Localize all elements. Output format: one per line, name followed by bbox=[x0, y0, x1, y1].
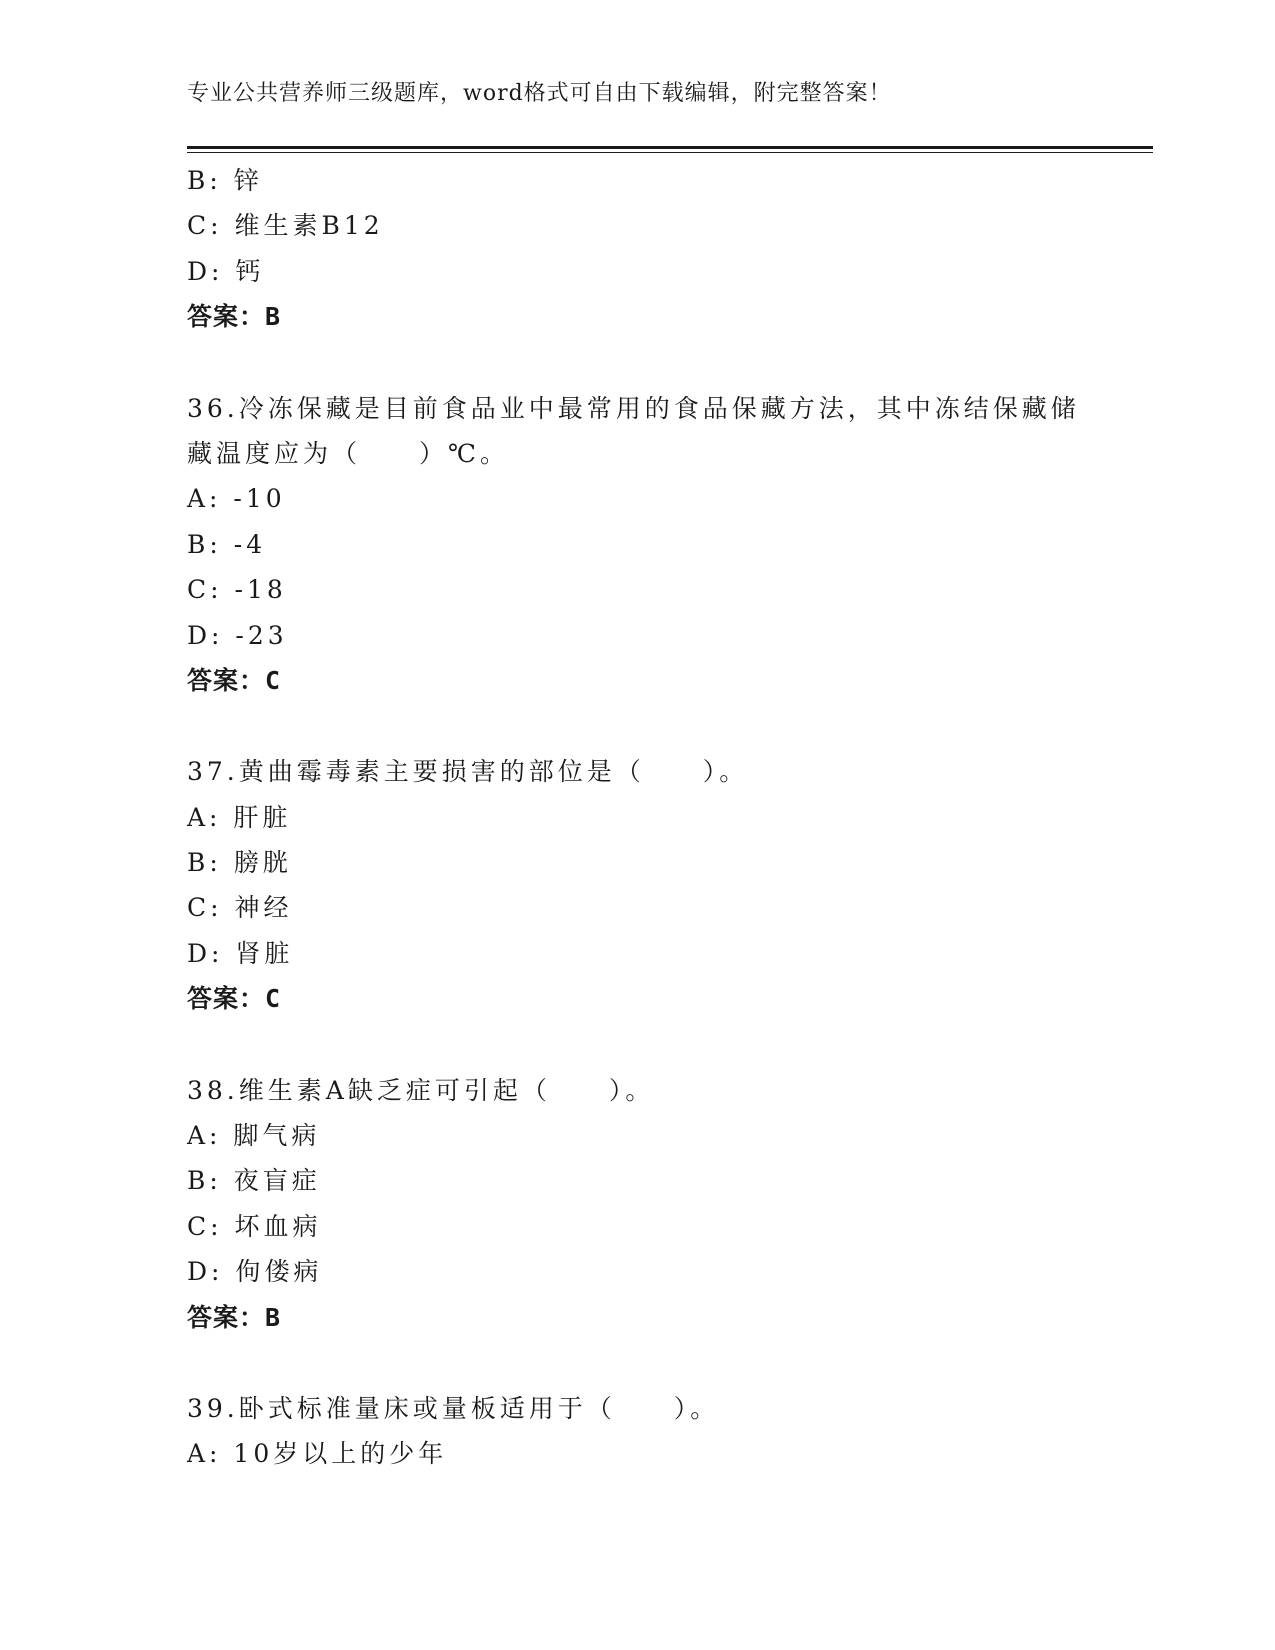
option-line: A: 肝脏 bbox=[187, 802, 292, 832]
option-line: A: 10岁以上的少年 bbox=[187, 1439, 448, 1469]
option-line: C: -18 bbox=[187, 575, 287, 605]
spacer bbox=[187, 703, 1087, 749]
question-stem: 38.维生素A缺乏症可引起（ ）。 bbox=[187, 1075, 655, 1105]
option-line: C: 坏血病 bbox=[187, 1211, 322, 1241]
option-line: D: 佝偻病 bbox=[187, 1257, 323, 1287]
option-line: D: 肾脏 bbox=[187, 938, 294, 968]
option-line: B: 夜盲症 bbox=[187, 1166, 321, 1196]
question-stem: 39.卧式标准量床或量板适用于（ ）。 bbox=[187, 1393, 720, 1423]
question-content bbox=[187, 158, 1087, 1477]
question-37 bbox=[187, 749, 1087, 1021]
header-rule-thin bbox=[187, 152, 1153, 153]
spacer bbox=[187, 1340, 1087, 1386]
question-36 bbox=[187, 386, 1087, 704]
option-line: C: 维生素B12 bbox=[187, 211, 384, 241]
option-line: D: 钙 bbox=[187, 256, 265, 286]
option-line: B: 锌 bbox=[187, 166, 263, 195]
question-stem: 藏温度应为（ ）℃。 bbox=[187, 438, 509, 468]
spacer bbox=[187, 340, 1087, 386]
question-stem: 36.冷冻保藏是目前食品业中最常用的食品保藏方法，其中冻结保藏储 bbox=[187, 393, 1080, 423]
option-line: A: -10 bbox=[187, 484, 286, 514]
answer-line: 答案：B bbox=[187, 1302, 282, 1332]
question-38 bbox=[187, 1068, 1087, 1340]
option-line: B: 膀胱 bbox=[187, 848, 292, 878]
question-stem: 37.黄曲霉毒素主要损害的部位是（ ）。 bbox=[187, 757, 749, 787]
answer-line: 答案：C bbox=[187, 984, 282, 1014]
option-line: A: 脚气病 bbox=[187, 1121, 321, 1151]
spacer bbox=[187, 1022, 1087, 1068]
option-line: D: -23 bbox=[187, 620, 288, 650]
page-header: 专业公共营养师三级题库，word格式可自由下载编辑，附完整答案！ bbox=[187, 81, 892, 106]
option-line: B: -4 bbox=[187, 529, 267, 559]
question-continuation bbox=[187, 158, 1087, 340]
answer-line: 答案：B bbox=[187, 302, 282, 332]
option-line: C: 神经 bbox=[187, 893, 293, 923]
answer-line: 答案：C bbox=[187, 665, 282, 695]
header-rule-thick bbox=[187, 146, 1153, 149]
question-39 bbox=[187, 1386, 1087, 1477]
